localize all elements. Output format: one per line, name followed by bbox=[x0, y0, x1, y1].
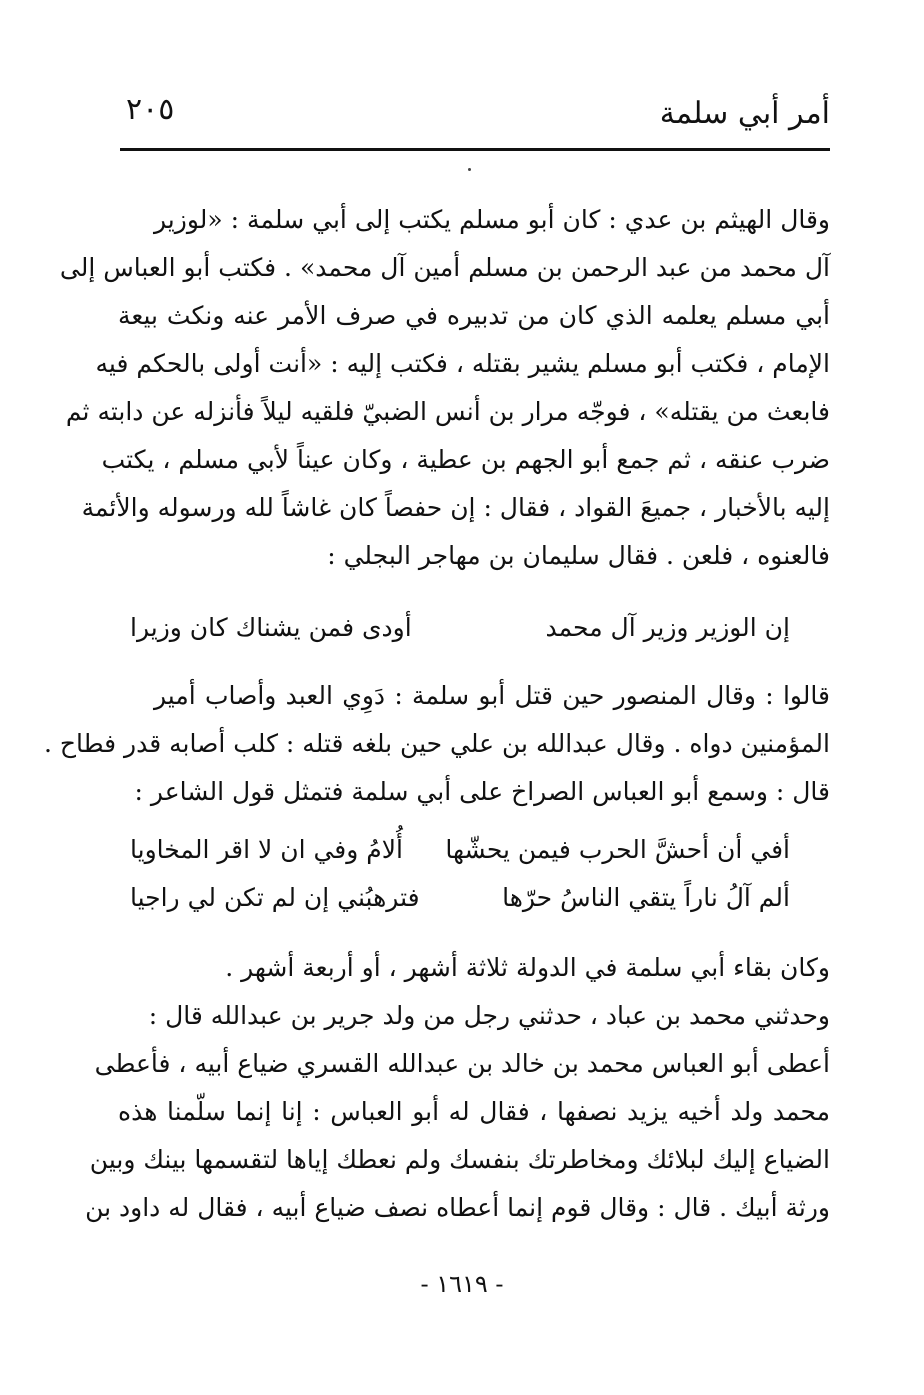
header-rule bbox=[120, 148, 830, 151]
book-page-number: ٢٠٥ bbox=[126, 92, 175, 127]
text-line: وقال الهيثم بن عدي : كان أبو مسلم يكتب إلى أبي سلمة : «لوزير bbox=[154, 205, 830, 234]
text-line: محمد ولد أخيه يزيد نصفها ، فقال له أبو العباس : إنا إنما سلّمنا هذه bbox=[118, 1097, 830, 1126]
page-header bbox=[118, 88, 830, 148]
text-line: فابعث من يقتله» ، فوجّه مرار بن أنس الضبيّ فلقيه ليلاً فأنزله عن دابته ثم bbox=[65, 397, 830, 426]
text-line: آل محمد من عبد الرحمن بن مسلم أمين آل محمد» . فكتب أبو العباس إلى bbox=[59, 253, 830, 282]
speck bbox=[468, 168, 471, 171]
text-line: إليه بالأخبار ، جميعَ القواد ، فقال : إن حفصاً كان غاشاً لله ورسوله والأئمة bbox=[81, 493, 830, 522]
verse-hemistich-second: أودى فمن يشناك كان وزيرا bbox=[130, 613, 412, 642]
text-line: الضياع إليك لبلائك ومخاطرتك بنفسك ولم نعطك إياها لتقسمها بينك وبين bbox=[89, 1145, 830, 1174]
verse-hemistich-first: ألم آلُ ناراً يتقي الناسُ حرّها bbox=[502, 883, 790, 912]
running-title: أمر أبي سلمة bbox=[659, 96, 830, 131]
text-line: أعطى أبو العباس محمد بن خالد بن عبدالله القسري ضياع أبيه ، فأعطى bbox=[94, 1049, 830, 1078]
text-line: قال : وسمع أبو العباس الصراخ على أبي سلمة فتمثل قول الشاعر : bbox=[134, 777, 830, 806]
text-line: ورثة أبيك . قال : وقال قوم إنما أعطاه نصف ضياع أبيه ، فقال له داود بن bbox=[85, 1193, 830, 1222]
text-line: ضرب عنقه ، ثم جمع أبو الجهم بن عطية ، وكان عيناً لأبي مسلم ، يكتب bbox=[101, 445, 830, 474]
text-line: وحدثني محمد بن عباد ، حدثني رجل من ولد جرير بن عبدالله قال : bbox=[148, 1001, 830, 1030]
verse-hemistich-first: أفي أن أحشَّ الحرب فيمن يحشّها bbox=[445, 835, 790, 864]
verse-hemistich-second: أُلامُ وفي ان لا اقر المخاويا bbox=[130, 835, 403, 864]
text-line: فالعنوه ، فلعن . فقال سليمان بن مهاجر البجلي : bbox=[327, 541, 830, 570]
text-line: المؤمنين دواه . وقال عبدالله بن علي حين بلغه قتله : كلب أصابه قدر فطاح . bbox=[44, 729, 830, 758]
text-line: أبي مسلم يعلمه الذي كان من تدبيره في صرف الأمر عنه ونكث بيعة bbox=[118, 301, 830, 330]
verse-line bbox=[130, 608, 790, 648]
verse-line bbox=[130, 830, 790, 870]
verse-hemistich-second: فترهبُني إن لم تكن لي راجيا bbox=[130, 883, 420, 912]
footer-page-number: - ١٦١٩ - bbox=[420, 1270, 504, 1298]
text-line: الإمام ، فكتب أبو مسلم يشير بقتله ، فكتب إليه : «أنت أولى بالحكم فيه bbox=[95, 349, 830, 378]
text-line: قالوا : وقال المنصور حين قتل أبو سلمة : دَوِي العبد وأصاب أمير bbox=[154, 681, 830, 710]
text-line: وكان بقاء أبي سلمة في الدولة ثلاثة أشهر ، أو أربعة أشهر . bbox=[225, 953, 830, 982]
verse-hemistich-first: إن الوزير وزير آل محمد bbox=[545, 613, 790, 642]
verse-line bbox=[130, 878, 790, 918]
